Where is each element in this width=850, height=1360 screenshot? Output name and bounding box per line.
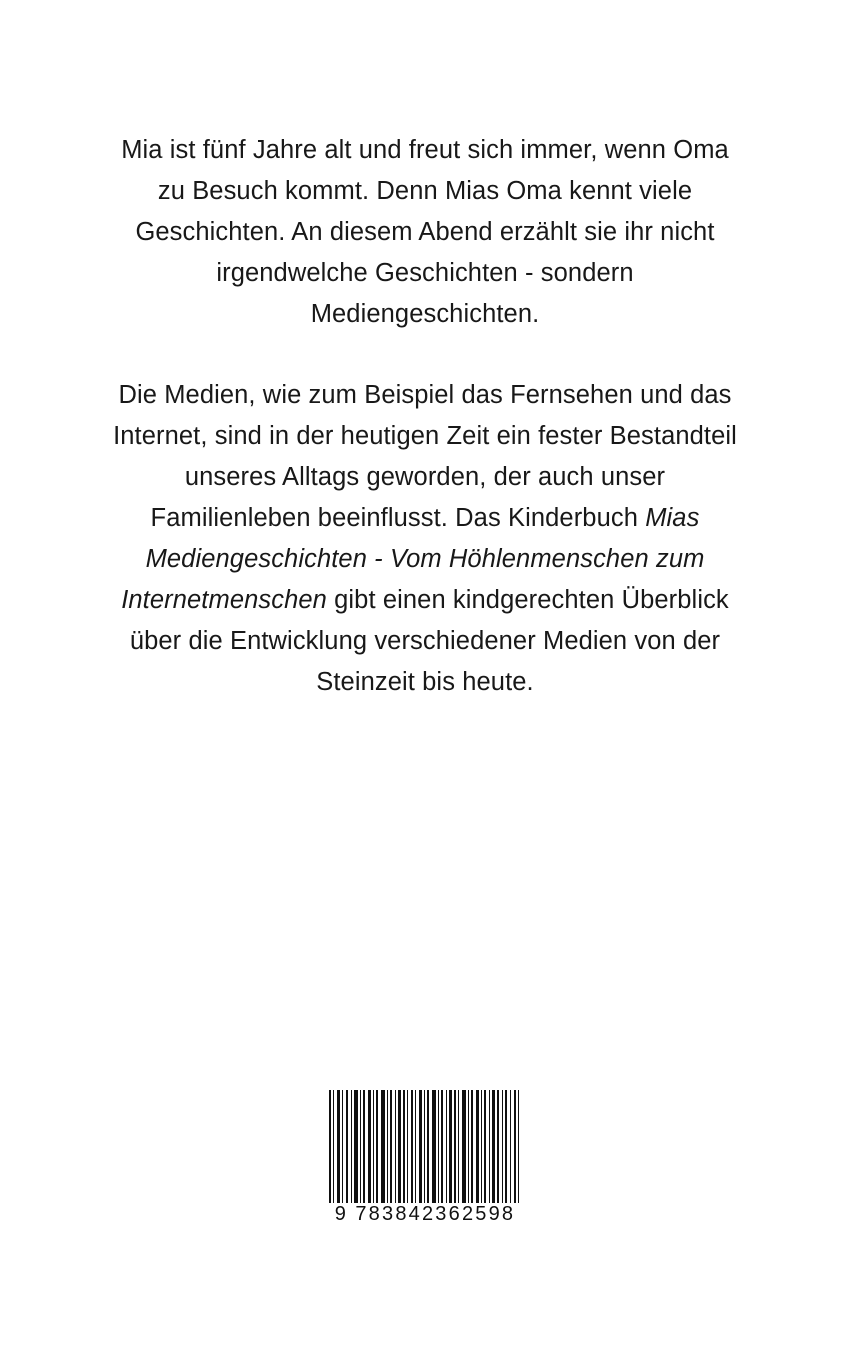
barcode-number	[320, 1203, 530, 1226]
blurb-paragraph-2	[112, 375, 738, 703]
blurb-paragraph-2-lead: Die Medien, wie zum Beispiel das Fernsehen und das Internet, sind in der heutigen Zeit ein fester Bestandteil unseres Alltags geworden, der auch unser Familienleben beeinflusst. Das Kinderbuch	[113, 381, 737, 532]
blurb-text-block	[112, 130, 738, 703]
book-title-italic: Mias Mediengeschichten - Vom Höhlenmenschen zum Internetmenschen	[121, 504, 705, 614]
barcode-main-digits: 783842362598	[355, 1203, 516, 1225]
blurb-paragraph-2-tail: gibt einen kindgerechten Überblick über die Entwicklung verschiedener Medien von der Steinzeit bis heute.	[129, 586, 729, 696]
barcode-lead-digit: 9	[334, 1203, 347, 1225]
blurb-paragraph-1: Mia ist fünf Jahre alt und freut sich immer, wenn Oma zu Besuch kommt. Denn Mias Oma kennt viele Geschichten. An diesem Abend erzählt sie ihr nicht irgendwelche Geschichten - sondern Mediengeschichten.	[121, 136, 729, 328]
barcode-area	[0, 1090, 850, 1226]
